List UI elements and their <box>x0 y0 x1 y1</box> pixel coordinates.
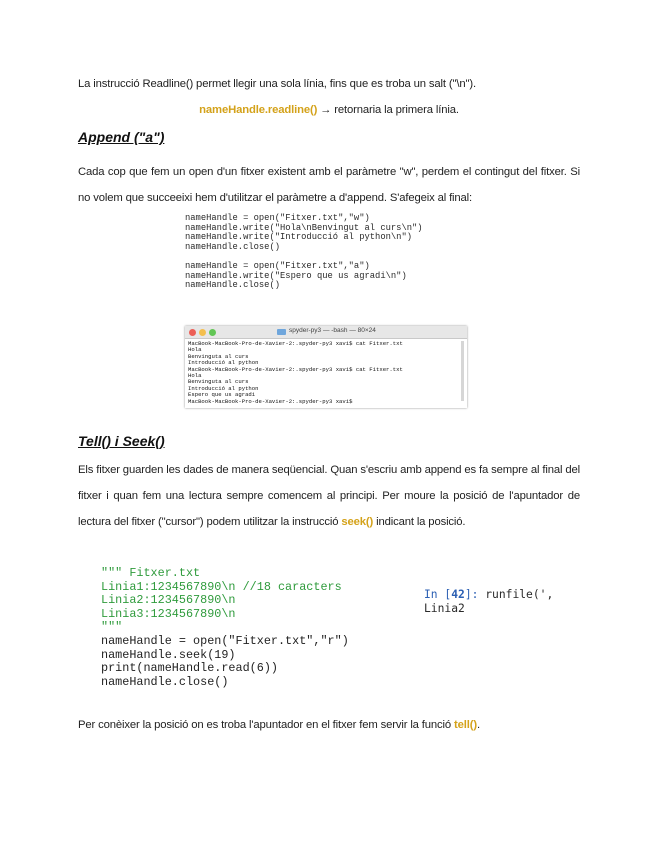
maximize-window-icon[interactable] <box>209 329 216 336</box>
append-code-block: nameHandle = open("Fitxer.txt","w") nameHandle.write("Hola\nBenvingut al curs\n") nameHandle.write("Introducció al python\n") nameHandle.close() nameHandle = open("Fitxer.txt","a") nameHandle.write("Espero que us agradi\n") nameHandle.close() <box>185 213 423 291</box>
minimize-window-icon[interactable] <box>199 329 206 336</box>
readline-code: nameHandle.readline() <box>199 104 318 116</box>
tell-text-after: . <box>476 719 480 731</box>
console-prompt-number: 42 <box>451 588 465 601</box>
console-output-panel <box>424 588 553 615</box>
terminal-titlebar <box>185 326 467 339</box>
tellseek-paragraph <box>78 457 580 535</box>
console-prompt-end: ]: <box>464 588 486 601</box>
console-command: runfile(', <box>485 588 554 601</box>
close-window-icon[interactable] <box>189 329 196 336</box>
code-body: nameHandle = open("Fitxer.txt","r") nameHandle.seek(19) print(nameHandle.read(6)) nameHandle.close() <box>101 633 349 689</box>
tellseek-text-before: Els fitxer guarden les dades de manera seqüencial. Quan s'escriu amb append es fa sempre al final del fitxer i quan fem una lectura sempre comencem al principi. Per moure la posició de l'apuntador de lectura del fitxer ("cursor") podem utilitzar la instrucció <box>78 464 580 528</box>
tellseek-text-after: indicant la posició. <box>373 516 466 528</box>
folder-icon <box>277 329 286 335</box>
tell-paragraph <box>78 719 580 731</box>
seek-code-block <box>101 567 349 689</box>
seek-keyword: seek() <box>341 516 374 528</box>
readline-intro: La instrucció Readline() permet llegir una sola línia, fins que es troba un salt ("\n"). <box>78 78 476 90</box>
append-paragraph: Cada cop que fem un open d'un fitxer existent amb el paràmetre "w", perdem el contingut del fitxer. Si no volem que succeeixi hem d'utilitzar el paràmetre a d'append. S'afegeix al final: <box>78 166 580 204</box>
terminal-window <box>185 326 467 408</box>
readline-example-text: → retornaria la primera línia. <box>317 104 459 116</box>
terminal-output: MacBook-MacBook-Pro-de-Xavier-2:.spyder-py3 xavi$ cat Fitxer.txt Hola Benvinguta al curs Introducció al python MacBook-MacBook-Pro-de-Xavier-2:.spyder-py3 xavi$ cat Fitxer.txt Hola Benvinguta al curs Introducció al python Espero que us agradi MacBook-MacBook-Pro-de-Xavier-2:.spyder-py3 xavi$ <box>188 340 403 405</box>
terminal-title: spyder-py3 — -bash — 80×24 <box>289 327 376 334</box>
console-result: Linia2 <box>424 601 465 615</box>
tellseek-heading: Tell() i Seek() <box>78 433 165 449</box>
readline-example <box>78 104 580 116</box>
terminal-scrollbar[interactable] <box>461 341 464 401</box>
code-docstring: """ Fitxer.txt Linia1:1234567890\n //18 caracters Linia2:1234567890\n Linia3:1234567890\n """ <box>101 566 342 635</box>
console-prompt-start: In [ <box>424 588 452 601</box>
tell-text-before: Per conèixer la posició on es troba l'apuntador en el fitxer fem servir la funció <box>78 719 455 731</box>
append-heading: Append ("a") <box>78 129 165 145</box>
tell-keyword: tell() <box>454 719 477 731</box>
